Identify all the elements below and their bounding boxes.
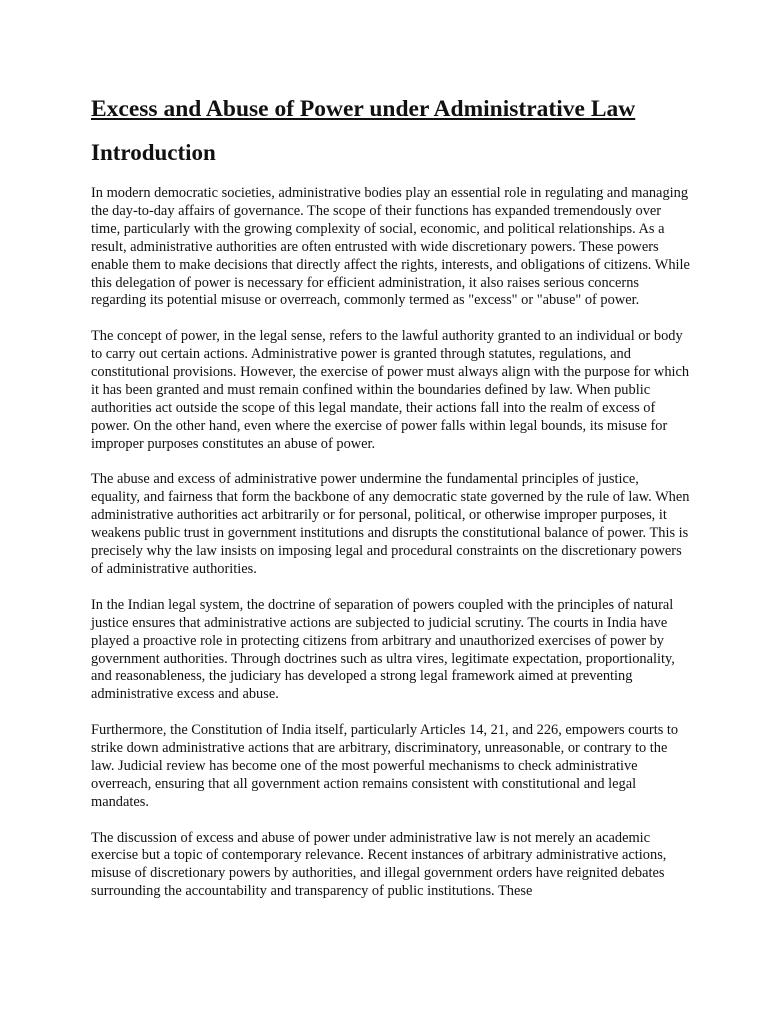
document-title: Excess and Abuse of Power under Administrative Law [91, 96, 636, 122]
paragraph-5: Furthermore, the Constitution of India itself, particularly Articles 14, 21, and 226, empowers courts to strike down administrative actions that are arbitrary, discriminatory, unreasonable, or contrary to the law. Judicial review has become one of the most powerful mechanisms to check administrative overreach, ensuring that all government action remains consistent with constitutional and legal mandates. [91, 722, 679, 810]
document-page [91, 94, 691, 901]
paragraph-3: The abuse and excess of administrative power undermine the fundamental principles of justice, equality, and fairness that form the backbone of any democratic state governed by the rule of law. When administrative authorities act arbitrarily or for personal, political, or otherwise improper purposes, it weakens public trust in government institutions and disrupts the constitutional balance of power. This is precisely why the law insists on imposing legal and procedural constraints on the discretionary powers of administrative authorities. [91, 471, 690, 577]
paragraph-1: In modern democratic societies, administrative bodies play an essential role in regulating and managing the day-to-day affairs of governance. The scope of their functions has expanded tremendously over time, particularly with the growing complexity of social, economic, and political relationships. As a result, administrative authorities are often entrusted with wide discretionary powers. These powers enable them to make decisions that directly affect the rights, interests, and obligations of citizens. While this delegation of power is necessary for efficient administration, it also raises serious concerns regarding its potential misuse or overreach, commonly termed as "excess" or "abuse" of power. [91, 185, 690, 309]
section-heading-introduction: Introduction [91, 140, 216, 165]
paragraph-2: The concept of power, in the legal sense, refers to the lawful authority granted to an individual or body to carry out certain actions. Administrative power is granted through statutes, regulations, and constitutional provisions. However, the exercise of power must always align with the purpose for which it has been granted and must remain confined within the boundaries defined by law. When public authorities act outside the scope of this legal mandate, their actions fall into the realm of excess of power. On the other hand, even where the exercise of power falls within legal bounds, its misuse for improper purposes constitutes an abuse of power. [91, 328, 690, 452]
paragraph-6: The discussion of excess and abuse of power under administrative law is not merely an academic exercise but a topic of contemporary relevance. Recent instances of arbitrary administrative actions, misuse of discretionary powers by authorities, and illegal government orders have reignited debates surrounding the accountability and transparency of public institutions. These [91, 829, 667, 900]
paragraph-4: In the Indian legal system, the doctrine of separation of powers coupled with the principles of natural justice ensures that administrative actions are subjected to judicial scrutiny. The courts in India have played a proactive role in protecting citizens from arbitrary and unauthorized exercises of power by government authorities. Through doctrines such as ultra vires, legitimate expectation, proportionality, and reasonableness, the judiciary has developed a strong legal framework aimed at preventing administrative excess and abuse. [91, 596, 675, 703]
